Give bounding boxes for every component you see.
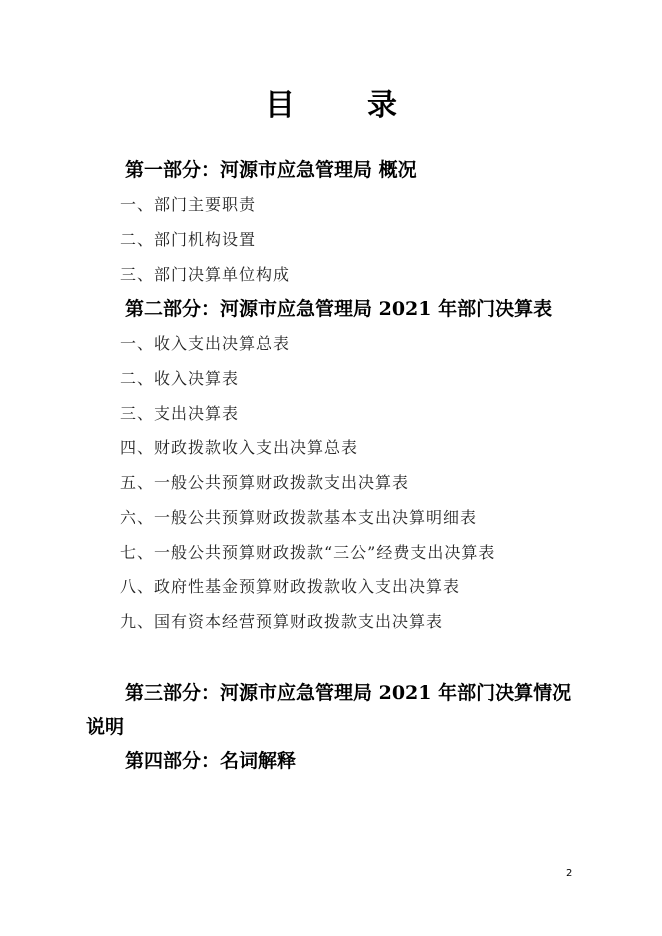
part-2-item-1: 一、收入支出决算总表 (120, 334, 291, 353)
part-2-item-3: 三、支出决算表 (120, 404, 240, 423)
part-2-heading: 第二部分：河源市应急管理局 2021 年部门决算表 (125, 298, 553, 320)
part-2-item-9: 九、国有资本经营预算财政拨款支出决算表 (120, 612, 444, 631)
part-4-heading: 第四部分：名词解释 (125, 750, 297, 772)
page-title-char-2: 录 (367, 88, 397, 123)
part-2-item-7: 七、一般公共预算财政拨款“三公”经费支出决算表 (120, 543, 496, 562)
part-1-item-3: 三、部门决算单位构成 (120, 265, 291, 284)
page-number: 2 (566, 868, 573, 879)
part-1-item-1: 一、部门主要职责 (120, 195, 257, 214)
page-title-char-1: 目 (265, 88, 295, 123)
part-2-item-4: 四、财政拨款收入支出决算总表 (120, 438, 359, 457)
part-1-heading: 第一部分：河源市应急管理局 概况 (125, 159, 417, 181)
part-1-item-2: 二、部门机构设置 (120, 230, 257, 249)
part-2-item-5: 五、一般公共预算财政拨款支出决算表 (120, 473, 410, 492)
page-title (0, 80, 662, 124)
part-3-heading-continuation: 说明 (86, 716, 125, 738)
part-2-item-2: 二、收入决算表 (120, 369, 240, 388)
part-2-item-6: 六、一般公共预算财政拨款基本支出决算明细表 (120, 508, 478, 527)
part-2-item-8: 八、政府性基金预算财政拨款收入支出决算表 (120, 577, 461, 596)
part-3-heading: 第三部分：河源市应急管理局 2021 年部门决算情况 (125, 682, 572, 704)
